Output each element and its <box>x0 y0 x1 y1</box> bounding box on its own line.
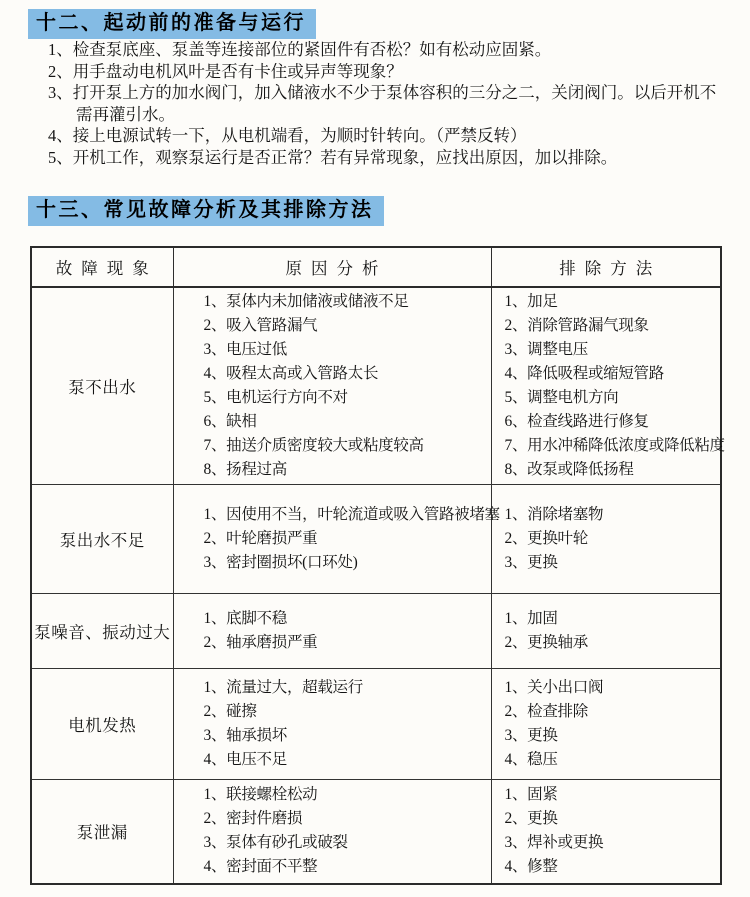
table-row <box>31 669 721 780</box>
remedy-cell <box>491 594 721 669</box>
remedy-line: 2、消除管路漏气现象 <box>504 317 649 334</box>
cause-line: 2、轴承磨损严重 <box>203 634 318 651</box>
remedy-cell <box>491 287 725 485</box>
table-header-row <box>31 247 721 287</box>
cause-line: 3、轴承损坏 <box>203 727 287 744</box>
table-row <box>31 594 721 669</box>
remedy-line: 1、加足 <box>504 293 558 310</box>
cause-line: 8、扬程过高 <box>203 461 287 478</box>
remedy-line: 4、稳压 <box>504 751 558 768</box>
remedy-line: 3、焊补或更换 <box>504 834 604 852</box>
cause-line: 2、叶轮磨损严重 <box>203 530 318 547</box>
cause-line: 1、流量过大，超载运行 <box>203 679 363 696</box>
column-header-fault: 故障现象 <box>31 247 173 287</box>
remedy-line: 1、加固 <box>504 610 558 627</box>
remedy-cell <box>491 485 721 594</box>
remedy-line: 2、检查排除 <box>504 703 588 720</box>
cause-line: 5、电机运行方向不对 <box>203 389 348 406</box>
remedy-line: 6、检查线路进行修复 <box>504 413 649 430</box>
remedy-line: 4、降低吸程或缩短管路 <box>504 365 664 382</box>
cause-line: 3、泵体有砂孔或破裂 <box>203 834 348 852</box>
fault-name-cell <box>31 594 173 669</box>
fault-name-cell <box>31 287 173 485</box>
cause-line: 3、密封圈损坏(口环处) <box>203 554 358 571</box>
remedy-line: 7、用水冲稀降低浓度或降低粘度 <box>504 437 725 454</box>
table-row <box>31 485 721 594</box>
prep-list-item: 5、开机工作，观察泵运行是否正常？若有异常现象，应找出原因，加以排除。 <box>48 147 618 167</box>
cause-cell <box>173 669 491 780</box>
cause-line: 1、联接螺栓松动 <box>203 786 318 804</box>
cause-cell <box>173 780 491 884</box>
column-header-cause: 原因分析 <box>173 247 491 287</box>
remedy-line: 3、更换 <box>504 554 558 571</box>
remedy-cell <box>491 669 721 780</box>
prep-list-item: 3、打开泵上方的加水阀门，加入储液水不少于泵体容积的三分之二，关闭阀门。以后开机不需再灌引水。 <box>48 83 717 124</box>
cause-line: 4、电压不足 <box>203 751 287 768</box>
fault-name: 泵泄漏 <box>76 823 128 843</box>
remedy-line: 1、固紧 <box>504 786 558 804</box>
prep-list-item: 4、接上电源试转一下，从电机端看，为顺时针转向。（严禁反转） <box>48 126 527 145</box>
cause-line: 4、密封面不平整 <box>203 858 318 876</box>
remedy-line: 1、关小出口阀 <box>504 679 604 696</box>
cause-line: 7、抽送介质密度较大或粘度较高 <box>203 437 424 454</box>
remedy-line: 2、更换 <box>504 810 558 828</box>
remedy-line: 4、修整 <box>504 858 558 876</box>
cause-line: 1、底脚不稳 <box>203 610 287 627</box>
remedy-line: 5、调整电机方向 <box>504 389 619 406</box>
cause-line: 2、吸入管路漏气 <box>203 317 318 334</box>
cause-line: 2、密封件磨损 <box>203 810 303 828</box>
section-12-heading: 十二、起动前的准备与运行 <box>28 9 316 39</box>
remedy-line: 2、更换叶轮 <box>504 530 588 547</box>
cause-line: 1、泵体内未加储液或储液不足 <box>203 293 409 310</box>
cause-line: 3、电压过低 <box>203 341 287 358</box>
column-header-remedy: 排除方法 <box>491 247 721 287</box>
cause-line: 6、缺相 <box>203 413 257 430</box>
remedy-cell <box>491 780 721 884</box>
fault-name: 电机发热 <box>68 716 137 735</box>
cause-line: 4、吸程太高或入管路太长 <box>203 365 379 382</box>
cause-line: 1、因使用不当，叶轮流道或吸入管路被堵塞 <box>203 506 500 523</box>
remedy-line: 1、消除堵塞物 <box>504 506 604 523</box>
fault-name-cell <box>31 780 173 884</box>
remedy-line: 3、调整电压 <box>504 341 588 358</box>
fault-name: 泵不出水 <box>68 378 137 397</box>
table-row <box>31 780 721 884</box>
cause-cell <box>173 594 491 669</box>
cause-cell <box>173 287 491 485</box>
remedy-line: 2、更换轴承 <box>504 634 588 651</box>
startup-preparation-list <box>48 39 718 168</box>
remedy-line: 8、改泵或降低扬程 <box>504 461 634 478</box>
fault-name: 泵出水不足 <box>59 531 145 550</box>
fault-name-cell <box>31 485 173 594</box>
table-row <box>31 287 721 485</box>
fault-name-cell <box>31 669 173 780</box>
section-13-heading: 十三、常见故障分析及其排除方法 <box>28 196 384 226</box>
remedy-line: 3、更换 <box>504 727 558 744</box>
fault-name: 泵噪音、振动过大 <box>34 623 171 642</box>
fault-analysis-table <box>30 246 725 885</box>
cause-line: 2、碰擦 <box>203 703 257 720</box>
prep-list-item: 1、检查泵底座、泵盖等连接部位的紧固件有否松？如有松动应固紧。 <box>48 40 552 59</box>
prep-list-item: 2、用手盘动电机风叶是否有卡住或异声等现象？ <box>48 61 403 81</box>
cause-cell <box>173 485 500 594</box>
